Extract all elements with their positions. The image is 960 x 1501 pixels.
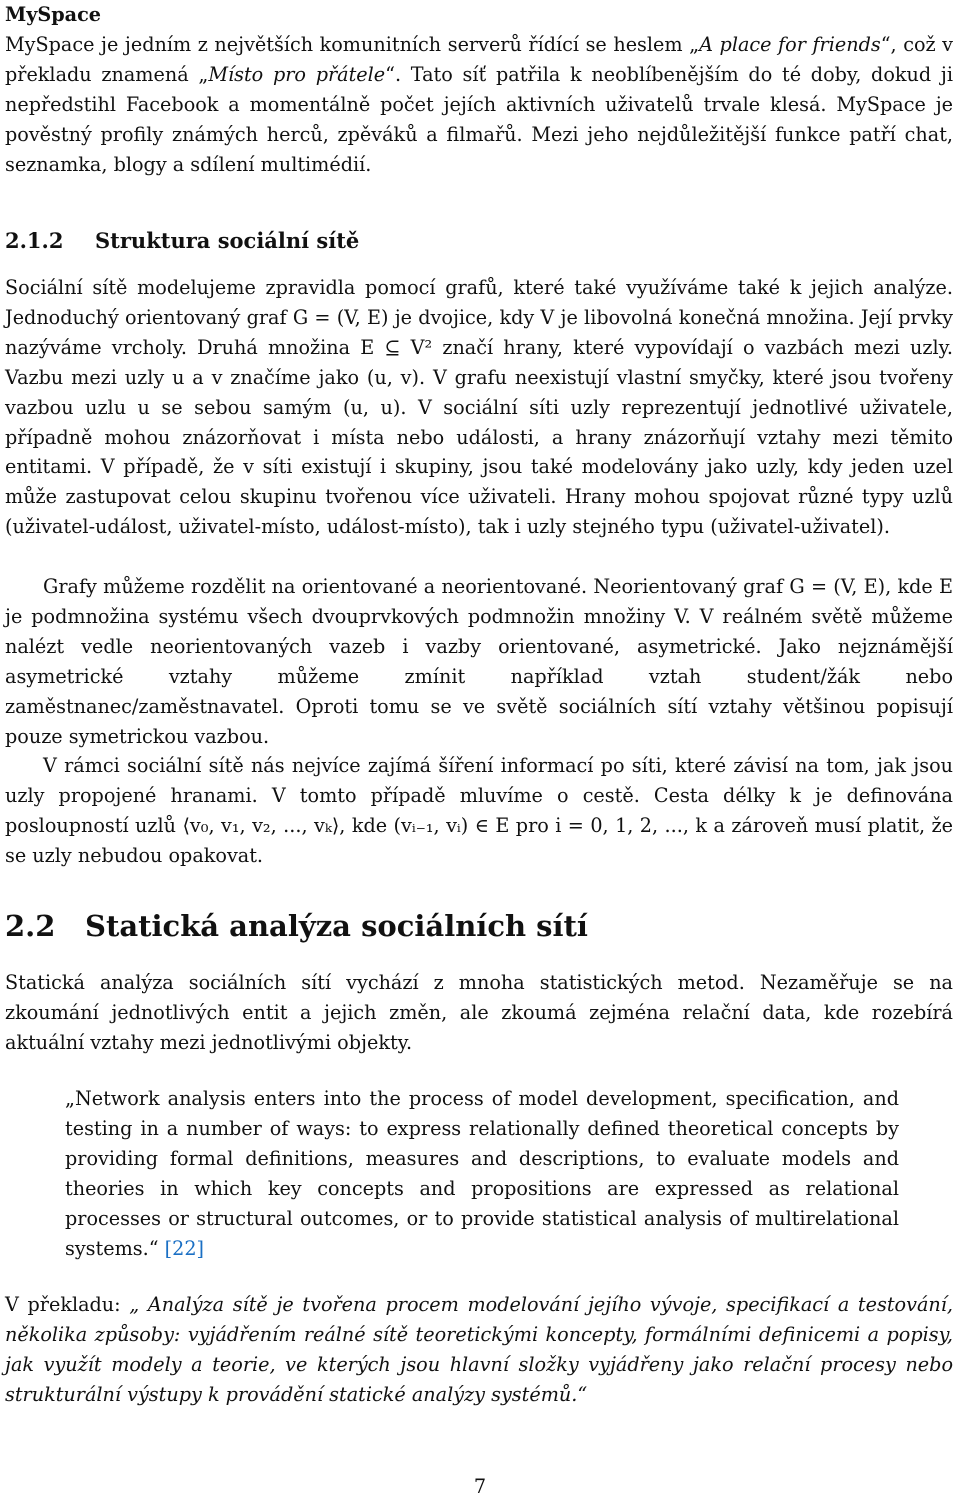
section-title: Statická analýza sociálních sítí bbox=[85, 909, 588, 943]
myspace-motto: A place for friends bbox=[699, 32, 881, 56]
section-title: Struktura sociální sítě bbox=[95, 228, 360, 253]
citation-link[interactable]: [22] bbox=[164, 1237, 205, 1260]
myspace-heading: MySpace bbox=[5, 3, 101, 26]
page-number: 7 bbox=[473, 1475, 487, 1498]
myspace-translation: Místo pro přátele bbox=[208, 62, 386, 86]
block-quote bbox=[65, 1084, 899, 1264]
section-heading-2-1-2 bbox=[5, 226, 359, 256]
quote-text: „Network analysis enters into the process of model development, specification, and testing in a number of ways: to express relationally defined theoretical concepts by providing formal definitions, measures and descriptions, to evaluate models and theories in which key concepts and propositions are expressed as relational processes or structural outcomes, or to provide statistical analysis of multirelational systems.“ bbox=[65, 1087, 899, 1260]
static-analysis-paragraph: Statická analýza sociálních sítí vychází z mnoha statistických metod. Nezaměřuje se na zkoumání jednotlivých entit a jejich změn, ale zkoumá zejména relační data, kde rozebírá aktuální vztahy mezi jednotlivými objekty. bbox=[5, 971, 953, 1054]
section-number: 2.1.2 bbox=[5, 228, 64, 253]
graph-structure-paragraph: Sociální sítě modelujeme zpravidla pomocí grafů, které také využíváme také k jejich analýze. Jednoduchý orientovaný graf G = (V, E) je dvojice, kdy V je libovolná konečná množina. Její prvky nazýváme vrcholy. Druhá množina E ⊆ V² značí hrany, které vypovídají o vazbách mezi uzly. Vazbu mezi uzly u a v značíme jako (u, v). V grafu neexistují vlastní smyčky, které jsou tvořeny vazbou uzlu u se sebou samým (u, u). V sociální síti uzly reprezentují jednotlivé uživatele, případně mohou znázorňovat i místa nebo události, a hrany znázorňují vztahy mezi těmito entitami. V případě, že v síti existují i skupiny, jsou také modelovány jako uzly, kdy jeden uzel může zastupovat celou skupinu tvořenou více uživateli. Hrany mohou spojovat různé typy uzlů (uživatel-událost, uživatel-místo, událost-místo), tak i uzly stejného typu (uživatel-uživatel). bbox=[5, 276, 953, 539]
translation-paragraph bbox=[5, 1290, 953, 1410]
translation-label: V překladu: bbox=[5, 1293, 130, 1316]
translation-text: „ Analýza sítě je tvořena procem modelování jejího vývoje, specifikací a testování, několika způsoby: vyjádřením reálné sítě teoretickými koncepty, formálními definicemi a popisy, jak využít modely a teorie, ve kterých jsou hlavní složky vyjádřeny jako relační procesy nebo strukturální výstupy k provádění statické analýzy systémů.“ bbox=[5, 1293, 953, 1406]
myspace-text-1: MySpace je jedním z největších komunitních serverů řídící se heslem „ bbox=[5, 32, 700, 56]
section-number: 2.2 bbox=[5, 909, 56, 943]
path-paragraph: V rámci sociální sítě nás nejvíce zajímá šíření informací po síti, které závisí na tom, jak jsou uzly propojené hranami. V tomto případě mluvíme o cestě. Cesta délky k je definována posloupností uzlů ⟨v₀, v₁, v₂, ..., vₖ⟩, kde (vᵢ₋₁, vᵢ) ∈ E pro i = 0, 1, 2, ..., k a zároveň musí platit, že se uzly nebudou opakovat. bbox=[5, 754, 953, 867]
myspace-paragraph bbox=[5, 0, 953, 179]
section-heading-2-2 bbox=[5, 906, 588, 946]
myspace-text-3: “. Tato síť patřila k neoblíbenějším do té doby, dokud ji nepředstihl Facebook a momentálně počet jejích aktivních uživatelů trvale klesá. MySpace je pověstný profily známých herců, zpěváků a filmařů. Mezi jeho nejdůležitější funkce patří chat, seznamka, blogy a sdílení multimédií. bbox=[5, 62, 953, 176]
myspace-text-2: “, což v překladu znamená „ bbox=[5, 32, 954, 86]
graph-types-paragraph: Grafy můžeme rozdělit na orientované a neorientované. Neorientovaný graf G = (V, E), kde E je podmnožina systému všech dvouprvkových podmnožin množiny V. V reálném světě můžeme nalézt vedle neorientovaných vazeb i vazby orientované, asymetrické. Jako nejznámější asymetrické vztahy můžeme zmínit například vztah student/žák nebo zaměstnanec/zaměstnavatel. Oproti tomu se ve světě sociálních sítí vztahy většinou popisují pouze symetrickou vazbou. bbox=[5, 575, 953, 748]
